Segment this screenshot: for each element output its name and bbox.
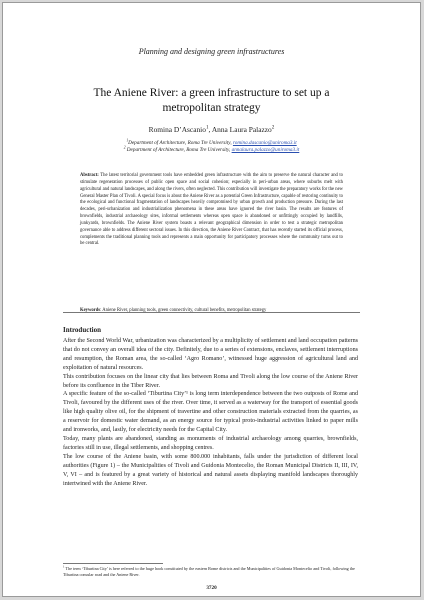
affiliation-2-text: Department of Architecture, Roma Tre University, [125, 147, 232, 153]
abstract-text: The latest territorial government tools have embedded green infrastructure with the aim to preserve the natural character and to stimulate regeneration processes of public open space and social cohesion; especially in peri-urban areas, where suburbs melt with agricultural and natural landscapes, and along the rivers, often neglected. This contribution will investigate the preparatory works for the new General Master Plan of Tivoli. A special focus is about the Aniene River as a potential Green Infrastructure, capable of restoring continuity to the ecological and functional fragmentation of landscapes heavily compromised by urban growth and production pressure. During the last decades, peri-urbanization and industrialization phenomena in these areas have ignored the river basin. The results are features of brownfields, industrial archaeology sites, informal settlements whereas open space is abandoned or unfittingly occupied by landfills, junkyards, brownfields. The Aniene River system boasts a relevant geographical dimension in order to test a strategic metropolitan governance able to address different sectoral issues. In this direction, the Aniene River Contract, that has recently started its official process, complements the traditional planning tools and represents a main opportunity for participatory processes where the community turns out to be central. [80, 173, 343, 247]
footnote-divider [63, 563, 163, 564]
author-separator: , [208, 125, 212, 134]
introduction-body [63, 337, 358, 488]
paper-title [63, 86, 360, 116]
paragraph-1: After the Second World War, urbanization was characterized by a multiplicity of settlement and land occupation patterns that do not convey an overall idea of the city. Definitely, due to a series of extensions, enclaves, settlement interruptions and resumption, the Roman area, the so-called ‘Agro Romano’, witnessed huge aggression of agricultural land and exploitation of natural resources. [63, 338, 358, 371]
keywords-label: Keywords [80, 308, 101, 313]
paper-page [2, 2, 421, 597]
paper-title-line-1: The Aniene River: a green infrastructure to set up a [93, 87, 330, 99]
author-1-sup: 1 [205, 124, 209, 131]
page-number: 3720 [206, 585, 217, 591]
author-2: Anna Laura Palazzo [211, 125, 272, 134]
paragraph-5: The low course of the Aniene basin, with some 800.000 inhabitants, falls under the jurisdiction of different local authorities (Figure 1) – the Municipalities of Tivoli and Guidonia Montecelio, the Roman Municipal Districts II, III, IV, V, VI – and is featured by a great variety of historical and natural assets displaying manifold landscapes thoroughly intertwined with the Aniene River. [63, 453, 358, 487]
author-2-sup: 2 [271, 124, 275, 131]
affiliation-2-email-link[interactable]: annalaura.palazzo@uniroma3.it [231, 147, 300, 153]
affiliation-1-text: Department of Architecture, Roma Tre University, [128, 140, 233, 146]
affiliation-1-sup: 1 [126, 138, 129, 143]
author-1: Romina D’Ascanio [148, 125, 206, 134]
affiliation-1-email-link[interactable]: romina.dascanio@uniroma3.it [232, 140, 297, 146]
keywords-text: : Aniene River, planning tools, green connectivity, cultural benefits, metropolitan strategy [100, 308, 267, 313]
keywords-divider [63, 312, 360, 313]
abstract-label: Abstract: [80, 173, 99, 178]
affiliation-2-sup: 2 [123, 145, 126, 150]
paragraph-4: Today, many plants are abandoned, standing as monuments of industrial archaeology among quarries, brownfields, factories still in use, illegal settlements, and shopping centres. [63, 435, 358, 451]
paper-title-line-2: metropolitan strategy [162, 102, 261, 114]
footnote [63, 566, 358, 578]
abstract [80, 173, 343, 248]
paragraph-3: A specific feature of the so-called ‘Tiburtina City’¹ is long term interdependence between the two outposts of Rome and Tivoli, favoured by the different uses of the river. Over time, it served as a waterway for the transport of essential goods like high quality olive oil, for the shipment of travertine and other construction materials extracted from the quarries, as a reservoir for domestic water demand, as an energy source for typical proto-industrial activities linked to paper mills and ironworks, and, lastly, for electricity needs for the Capital City. [63, 391, 358, 434]
footnote-text: The term ‘Tiburtina City’ is here referred to the huge hook constituted by the eastern Rome districts and the Municipalities of Guidonia Montecelio and Tivoli, following the Tiburtina consular road and the Aniene River. [63, 566, 355, 577]
authors [3, 125, 420, 134]
affiliation-2 [3, 147, 420, 154]
footnote-sup: 1 [63, 564, 65, 569]
introduction-heading: Introduction [63, 326, 101, 334]
section-title: Planning and designing green infrastructures [138, 47, 285, 56]
paragraph-2: This contribution focuses on the linear city that lies between Roma and Tivoli along the low course of the Aniene River before its confluence in the Tiber River. [63, 373, 358, 389]
